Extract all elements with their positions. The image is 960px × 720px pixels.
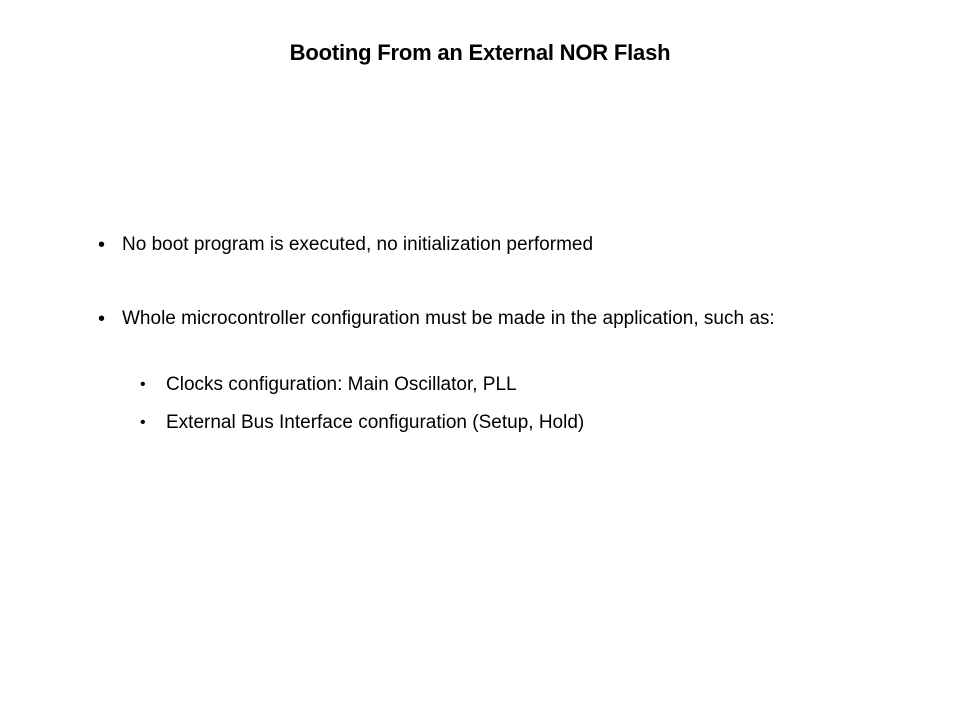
bullet-text: Whole microcontroller configuration must be made in the application, such as: [122, 308, 775, 329]
bullet-marker: • [98, 234, 106, 256]
sub-bullet-text: Clocks configuration: Main Oscillator, PLL [166, 374, 517, 395]
bullet-item [98, 306, 858, 332]
slide-title: Booting From an External NOR Flash [289, 40, 671, 65]
bullet-marker: • [98, 308, 106, 330]
bullet-text: No boot program is executed, no initialization performed [122, 234, 594, 255]
sub-bullet-item [140, 372, 840, 398]
bullet-item [98, 232, 858, 258]
sub-bullet-marker: • [140, 414, 146, 431]
sub-bullet-text: External Bus Interface configuration (Setup, Hold) [166, 412, 585, 433]
sub-bullet-item [140, 410, 840, 436]
sub-bullet-marker: • [140, 376, 146, 393]
